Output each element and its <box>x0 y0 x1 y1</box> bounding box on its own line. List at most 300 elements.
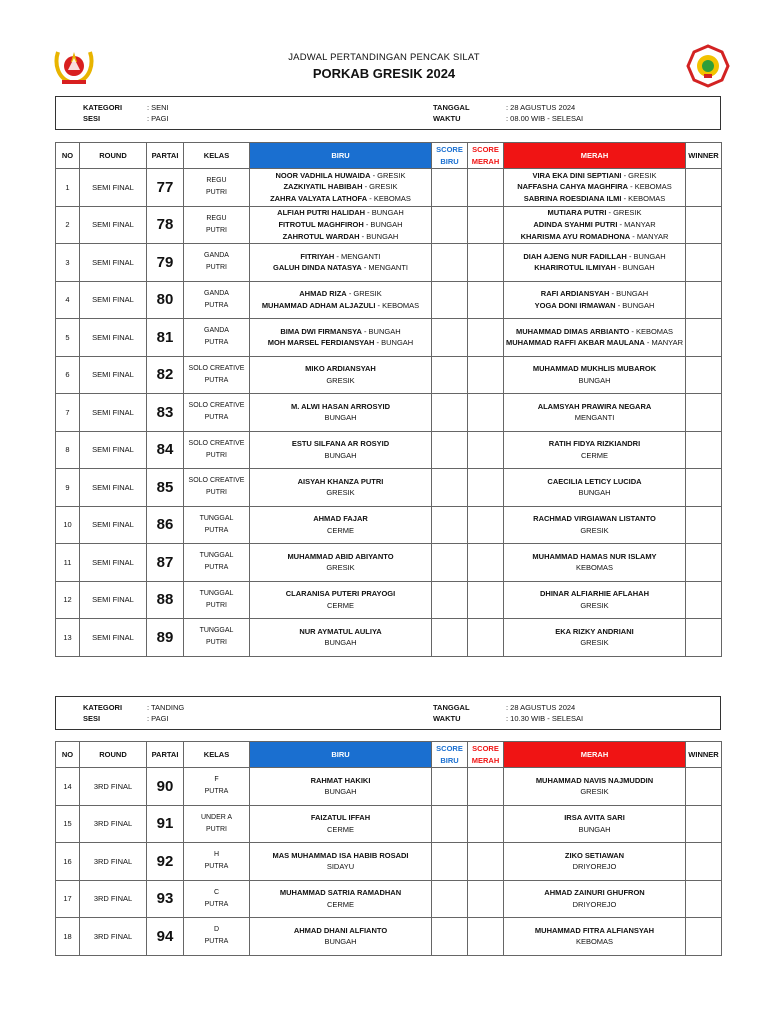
kelas-gender: PUTRA <box>204 526 229 534</box>
merah-athlete-line <box>504 562 686 574</box>
match-row <box>56 581 722 619</box>
merah-athletes <box>504 843 686 881</box>
athlete-name: MUHAMMAD HAMAS NUR ISLAMY <box>532 551 657 561</box>
athlete-name: MUHAMMAD MUKHLIS MUBAROK <box>532 364 657 374</box>
athlete-club: - GRESIK <box>606 208 642 218</box>
biru-athlete-line <box>250 513 431 525</box>
merah-athlete-line <box>504 525 686 537</box>
athlete-club: - KEBOMAS <box>621 194 666 204</box>
kelas-category: SOLO CREATIVE <box>188 477 245 485</box>
merah-athlete-line <box>504 588 686 600</box>
match-no: 1 <box>56 169 80 207</box>
merah-athlete-line <box>504 288 686 300</box>
kelas-gender: PUTRI <box>206 489 227 497</box>
winner-cell <box>686 768 722 806</box>
partai-number: 87 <box>156 553 174 571</box>
athlete-name: CLARANISA PUTERI PRAYOGI <box>285 589 396 599</box>
merah-athlete-line <box>504 887 686 899</box>
athlete-club: - GRESIK <box>362 182 398 192</box>
athlete-name: ALAMSYAH PRAWIRA NEGARA <box>537 401 652 411</box>
winner-cell <box>686 206 722 244</box>
athlete-club: BUNGAH <box>324 787 357 797</box>
biru-athletes <box>250 319 432 357</box>
match-round: SEMI FINAL <box>80 544 147 582</box>
match-partai <box>147 768 184 806</box>
match-row <box>56 918 722 956</box>
kelas-category: TUNGGAL <box>199 627 234 635</box>
merah-athlete-line <box>504 438 686 450</box>
athlete-name: MUHAMMAD DIMAS ARBIANTO <box>515 326 630 336</box>
merah-athlete-line <box>504 476 686 488</box>
merah-athlete-line <box>504 412 686 424</box>
merah-athletes <box>504 544 686 582</box>
col-kelas: KELAS <box>184 742 250 768</box>
athlete-name: MOH MARSEL FERDIANSYAH <box>267 338 375 348</box>
biru-athletes <box>250 581 432 619</box>
score-merah-cell <box>468 244 504 282</box>
match-kelas <box>184 768 250 806</box>
match-partai <box>147 843 184 881</box>
match-no: 10 <box>56 506 80 544</box>
col-partai: PARTAI <box>147 742 184 768</box>
athlete-club: GRESIK <box>326 563 355 573</box>
kelas-gender: PUTRA <box>204 301 229 309</box>
score-biru-cell <box>432 880 468 918</box>
athlete-club: KEBOMAS <box>575 563 614 573</box>
partai-number: 88 <box>156 591 174 609</box>
tanggal-value: : 28 AGUSTUS 2024 <box>506 103 576 112</box>
athlete-name: MUTIARA PUTRI <box>547 208 607 218</box>
match-row <box>56 805 722 843</box>
match-partai <box>147 880 184 918</box>
merah-athlete-line <box>504 170 686 182</box>
merah-athlete-line <box>504 251 686 263</box>
merah-athletes <box>504 619 686 657</box>
match-kelas <box>184 843 250 881</box>
col-score-biru: SCORE BIRU <box>432 143 468 169</box>
score-merah-cell <box>468 619 504 657</box>
winner-cell <box>686 431 722 469</box>
match-no: 7 <box>56 394 80 432</box>
kelas-gender: PUTRA <box>204 788 229 796</box>
winner-cell <box>686 356 722 394</box>
biru-athlete-line <box>250 487 431 499</box>
athlete-club: - GRESIK <box>370 170 406 180</box>
biru-athlete-line <box>250 375 431 387</box>
tanggal-label: TANGGAL <box>433 703 470 712</box>
waktu-label: WAKTU <box>433 114 461 123</box>
athlete-club: BUNGAH <box>324 413 357 423</box>
biru-athlete-line <box>250 300 431 312</box>
athlete-club: - KEBOMAS <box>629 326 674 336</box>
session-info-seni <box>55 96 721 130</box>
match-round: SEMI FINAL <box>80 356 147 394</box>
kelas-gender: PUTRA <box>204 938 229 946</box>
biru-athlete-line <box>250 562 431 574</box>
match-no: 9 <box>56 469 80 507</box>
biru-athlete-line <box>250 207 431 219</box>
score-merah-cell <box>468 431 504 469</box>
athlete-name: BIMA DWI FIRMANSYA <box>280 326 362 336</box>
match-kelas <box>184 880 250 918</box>
athlete-name: SABRINA ROESDIANA ILMI <box>523 194 622 204</box>
match-row <box>56 244 722 282</box>
col-score-biru: SCORE BIRU <box>432 742 468 768</box>
merah-athletes <box>504 356 686 394</box>
table-body <box>56 169 722 657</box>
col-score-merah: SCORE MERAH <box>468 742 504 768</box>
partai-number: 85 <box>156 478 174 496</box>
match-partai <box>147 581 184 619</box>
partai-number: 84 <box>156 441 174 459</box>
merah-athlete-line <box>504 775 686 787</box>
biru-athletes <box>250 918 432 956</box>
athlete-name: AHMAD ZAINURI GHUFRON <box>544 888 645 898</box>
athlete-name: DHINAR ALFIARHIE AFLAHAH <box>539 589 650 599</box>
athlete-name: RAFI ARDIANSYAH <box>540 289 610 299</box>
athlete-club: DRIYOREJO <box>572 862 617 872</box>
biru-athletes <box>250 544 432 582</box>
kategori-value: : TANDING <box>147 703 185 712</box>
biru-athlete-line <box>250 262 431 274</box>
score-merah-cell <box>468 319 504 357</box>
kategori-label: KATEGORI <box>83 103 123 112</box>
kelas-category: TUNGGAL <box>199 514 234 522</box>
merah-athletes <box>504 431 686 469</box>
biru-athletes <box>250 169 432 207</box>
score-biru-cell <box>432 843 468 881</box>
kelas-category: F <box>214 776 219 784</box>
biru-athletes <box>250 281 432 319</box>
match-round: 3RD FINAL <box>80 918 147 956</box>
biru-athlete-line <box>250 551 431 563</box>
biru-athlete-line <box>250 251 431 263</box>
col-kelas: KELAS <box>184 143 250 169</box>
tanggal-label: TANGGAL <box>433 103 470 112</box>
athlete-name: CAECILIA LETICY LUCIDA <box>547 476 642 486</box>
athlete-club: - BUNGAH <box>374 338 414 348</box>
kelas-category: UNDER A <box>200 813 233 821</box>
match-row <box>56 394 722 432</box>
biru-athlete-line <box>250 193 431 205</box>
match-partai <box>147 281 184 319</box>
kelas-gender: PUTRI <box>206 451 227 459</box>
merah-athlete-line <box>504 899 686 911</box>
score-biru-cell <box>432 169 468 207</box>
biru-athletes <box>250 880 432 918</box>
winner-cell <box>686 581 722 619</box>
match-no: 6 <box>56 356 80 394</box>
winner-cell <box>686 394 722 432</box>
match-kelas <box>184 206 250 244</box>
athlete-club: - BUNGAH <box>615 300 655 310</box>
match-partai <box>147 544 184 582</box>
match-no: 4 <box>56 281 80 319</box>
biru-athlete-line <box>250 936 431 948</box>
match-partai <box>147 356 184 394</box>
match-partai <box>147 206 184 244</box>
merah-athlete-line <box>504 824 686 836</box>
session-info-tanding <box>55 696 721 730</box>
biru-athlete-line <box>250 850 431 862</box>
match-kelas <box>184 356 250 394</box>
match-no: 3 <box>56 244 80 282</box>
merah-athlete-line <box>504 363 686 375</box>
match-kelas <box>184 805 250 843</box>
merah-athlete-line <box>504 786 686 798</box>
biru-athletes <box>250 506 432 544</box>
match-partai <box>147 619 184 657</box>
match-row <box>56 768 722 806</box>
athlete-club: - GRESIK <box>621 170 657 180</box>
biru-athlete-line <box>250 476 431 488</box>
score-biru-cell <box>432 356 468 394</box>
athlete-name: MUHAMMAD SATRIA RAMADHAN <box>279 888 402 898</box>
merah-athlete-line <box>504 262 686 274</box>
athlete-name: AHMAD FAJAR <box>313 514 368 524</box>
kelas-gender: PUTRA <box>204 863 229 871</box>
score-biru-cell <box>432 244 468 282</box>
biru-athlete-line <box>250 401 431 413</box>
merah-athlete-line <box>504 551 686 563</box>
match-no: 16 <box>56 843 80 881</box>
score-biru-cell <box>432 544 468 582</box>
biru-athlete-line <box>250 887 431 899</box>
score-biru-cell <box>432 206 468 244</box>
athlete-name: IRSA AVITA SARI <box>564 813 625 823</box>
biru-athlete-line <box>250 861 431 873</box>
match-kelas <box>184 469 250 507</box>
kelas-gender: PUTRA <box>204 564 229 572</box>
athlete-club: DRIYOREJO <box>572 899 617 909</box>
score-biru-cell <box>432 768 468 806</box>
sesi-value: : PAGI <box>147 114 169 123</box>
winner-cell <box>686 918 722 956</box>
biru-athletes <box>250 356 432 394</box>
match-partai <box>147 805 184 843</box>
match-round: SEMI FINAL <box>80 506 147 544</box>
athlete-name: KHARISMA AYU ROMADHONA <box>520 231 631 241</box>
athlete-name: MIKO ARDIANSYAH <box>305 364 376 374</box>
biru-athlete-line <box>250 219 431 231</box>
athlete-club: BUNGAH <box>578 375 611 385</box>
biru-athlete-line <box>250 288 431 300</box>
athlete-club: - MENGANTI <box>334 251 381 261</box>
merah-athlete-line <box>504 193 686 205</box>
match-row <box>56 169 722 207</box>
score-merah-cell <box>468 469 504 507</box>
partai-number: 80 <box>156 291 174 309</box>
merah-athlete-line <box>504 401 686 413</box>
winner-cell <box>686 506 722 544</box>
score-merah-cell <box>468 805 504 843</box>
kelas-category: GANDA <box>204 327 229 335</box>
athlete-club: - BUNGAH <box>626 251 666 261</box>
athlete-name: MUHAMMAD NAVIS NAJMUDDIN <box>535 775 654 785</box>
merah-athletes <box>504 805 686 843</box>
biru-athlete-line <box>250 812 431 824</box>
biru-athlete-line <box>250 824 431 836</box>
merah-athletes <box>504 918 686 956</box>
match-partai <box>147 394 184 432</box>
match-partai <box>147 319 184 357</box>
athlete-name: NAFFASHA CAHYA MAGHFIRA <box>517 182 629 192</box>
partai-number: 83 <box>156 403 174 421</box>
merah-athletes <box>504 244 686 282</box>
merah-athletes <box>504 768 686 806</box>
athlete-name: MAS MUHAMMAD ISA HABIB ROSADI <box>272 850 409 860</box>
score-merah-cell <box>468 544 504 582</box>
biru-athlete-line <box>250 231 431 243</box>
kelas-category: D <box>213 926 220 934</box>
athlete-name: RACHMAD VIRGIAWAN LISTANTO <box>533 514 656 524</box>
athlete-club: CERME <box>326 525 355 535</box>
athlete-name: VIRA EKA DINI SEPTIANI <box>532 170 622 180</box>
winner-cell <box>686 469 722 507</box>
match-kelas <box>184 619 250 657</box>
col-round: ROUND <box>80 742 147 768</box>
merah-athlete-line <box>504 850 686 862</box>
athlete-club: BUNGAH <box>324 638 357 648</box>
athlete-name: ALFIAH PUTRI HALIDAH <box>277 208 366 218</box>
score-merah-cell <box>468 768 504 806</box>
table-header-row <box>56 143 722 169</box>
biru-athlete-line <box>250 170 431 182</box>
athlete-name: AHMAD DHANI ALFIANTO <box>293 925 388 935</box>
athlete-name: RATIH FIDYA RIZKIANDRI <box>548 439 641 449</box>
biru-athletes <box>250 469 432 507</box>
col-no: NO <box>56 742 80 768</box>
match-row <box>56 356 722 394</box>
athlete-club: - BUNGAH <box>361 326 401 336</box>
col-partai: PARTAI <box>147 143 184 169</box>
merah-athletes <box>504 169 686 207</box>
athlete-club: MENGANTI <box>574 413 615 423</box>
merah-athlete-line <box>504 207 686 219</box>
merah-athletes <box>504 206 686 244</box>
kelas-category: TUNGGAL <box>199 552 234 560</box>
athlete-name: ADINDA SYAHMI PUTRI <box>533 219 618 229</box>
match-row <box>56 206 722 244</box>
score-merah-cell <box>468 394 504 432</box>
athlete-club: BUNGAH <box>324 450 357 460</box>
athlete-club: CERME <box>326 899 355 909</box>
biru-athlete-line <box>250 626 431 638</box>
partai-number: 89 <box>156 628 174 646</box>
partai-number: 90 <box>156 777 174 795</box>
athlete-name: ZAHROTUL WARDAH <box>282 231 360 241</box>
athlete-name: ESTU SILFANA AR ROSYID <box>291 439 390 449</box>
merah-athlete-line <box>504 812 686 824</box>
merah-athletes <box>504 281 686 319</box>
athlete-club: CERME <box>326 600 355 610</box>
kategori-value: : SENI <box>147 103 169 112</box>
schedule-table-seni <box>55 142 722 657</box>
athlete-name: M. ALWI HASAN ARROSYID <box>290 401 391 411</box>
athlete-name: MUHAMMAD RAFFI AKBAR MAULANA <box>505 338 645 348</box>
match-round: 3RD FINAL <box>80 843 147 881</box>
kelas-category: GANDA <box>204 289 229 297</box>
athlete-club: CERME <box>326 824 355 834</box>
match-kelas <box>184 394 250 432</box>
match-round: SEMI FINAL <box>80 394 147 432</box>
partai-number: 81 <box>156 328 174 346</box>
athlete-club: BUNGAH <box>324 937 357 947</box>
biru-athlete-line <box>250 412 431 424</box>
merah-athlete-line <box>504 637 686 649</box>
kelas-gender: PUTRI <box>206 601 227 609</box>
col-biru: BIRU <box>250 742 432 768</box>
merah-athletes <box>504 469 686 507</box>
score-biru-cell <box>432 506 468 544</box>
kelas-gender: PUTRA <box>204 339 229 347</box>
kelas-category: GANDA <box>204 252 229 260</box>
kelas-category: C <box>213 888 220 896</box>
winner-cell <box>686 805 722 843</box>
score-biru-cell <box>432 319 468 357</box>
kelas-gender: PUTRI <box>206 189 227 197</box>
athlete-name: AHMAD RIZA <box>299 289 347 299</box>
biru-athlete-line <box>250 525 431 537</box>
biru-athletes <box>250 805 432 843</box>
col-winner: WINNER <box>686 742 722 768</box>
athlete-name: AISYAH KHANZA PUTRI <box>297 476 384 486</box>
match-partai <box>147 169 184 207</box>
match-no: 17 <box>56 880 80 918</box>
score-merah-cell <box>468 281 504 319</box>
match-no: 8 <box>56 431 80 469</box>
match-kelas <box>184 544 250 582</box>
biru-athletes <box>250 768 432 806</box>
partai-number: 82 <box>156 366 174 384</box>
match-row <box>56 880 722 918</box>
winner-cell <box>686 544 722 582</box>
athlete-name: GALUH DINDA NATASYA <box>272 263 362 273</box>
partai-number: 92 <box>156 852 174 870</box>
table-body <box>56 768 722 956</box>
athlete-name: MUHAMMAD FITRA ALFIANSYAH <box>534 925 655 935</box>
winner-cell <box>686 169 722 207</box>
partai-number: 77 <box>156 178 174 196</box>
biru-athletes <box>250 843 432 881</box>
athlete-name: NOOR VADHILA HUWAIDA <box>275 170 371 180</box>
athlete-name: ZIKO SETIAWAN <box>564 850 625 860</box>
match-row <box>56 619 722 657</box>
kelas-category: REGU <box>206 177 227 185</box>
merah-athletes <box>504 319 686 357</box>
kelas-gender: PUTRI <box>206 226 227 234</box>
athlete-name: NUR AYMATUL AULIYA <box>299 626 382 636</box>
merah-athlete-line <box>504 450 686 462</box>
biru-athlete-line <box>250 899 431 911</box>
merah-athlete-line <box>504 231 686 243</box>
sesi-label: SESI <box>83 714 101 723</box>
kelas-gender: PUTRA <box>204 376 229 384</box>
athlete-club: GRESIK <box>326 375 355 385</box>
biru-athletes <box>250 431 432 469</box>
match-round: SEMI FINAL <box>80 169 147 207</box>
match-row <box>56 506 722 544</box>
biru-athlete-line <box>250 600 431 612</box>
match-row <box>56 281 722 319</box>
athlete-name: KHARIROTUL ILMIYAH <box>534 263 616 273</box>
document-title: PORKAB GRESIK 2024 <box>312 66 456 81</box>
match-row <box>56 319 722 357</box>
match-partai <box>147 506 184 544</box>
score-biru-cell <box>432 805 468 843</box>
athlete-club: GRESIK <box>580 525 609 535</box>
partai-number: 86 <box>156 516 174 534</box>
